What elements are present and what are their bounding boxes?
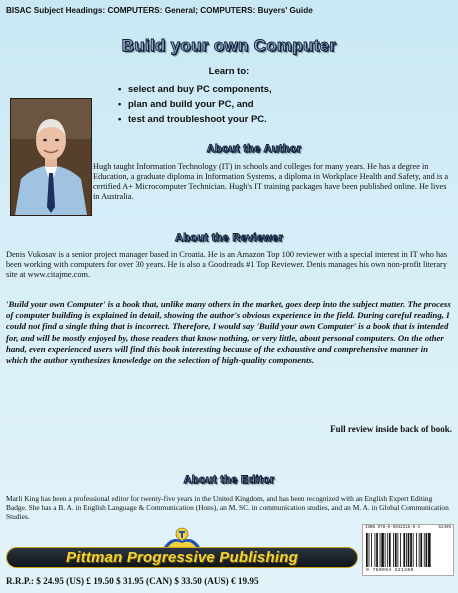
reviewer-bio: Denis Vukosav is a senior project manager based in Croatia. He is an Amazon Top 100 reviewer with a special interest in IT who has been working with computers for over 30 years. He is also a Goodreads #1 Top Reviewer. Denis manages his own non-profit literary site at www.citajme.com. xyxy=(6,250,448,279)
recommended-retail-price: R.R.P.: $ 24.95 (US) £ 19.50 $ 31.95 (CAN) $ 33.50 (AUS) € 19.95 xyxy=(6,576,259,586)
author-photo xyxy=(10,98,92,216)
editor-bio: Marli King has been a professional editor for twenty-five years in the United Kingdom, and has been recognized with an English Expert Editing Badge. She has a B. A. in English Language & Communication (Hons), an M. SC. in communication studies, and an M. A. in Global Communication Studies. xyxy=(6,494,449,521)
author-bio: Hugh taught Information Technology (IT) in schools and colleges for many years. He has a degree in Education, a graduate diploma in Information Systems, a diploma in Workplace Health and Safety, and is a certified A+ Microcomputer Technician. Hugh's IT training packages have been published online. He lives in Australia. xyxy=(93,162,449,201)
bisac-subject-headings: BISAC Subject Headings: COMPUTERS: General; COMPUTERS: Buyers' Guide xyxy=(6,6,313,15)
publisher-name: Pittman Progressive Publishing xyxy=(66,549,298,566)
learn-list xyxy=(118,82,272,127)
about-reviewer-heading: About the Reviewer xyxy=(174,232,284,244)
learn-item: • select and buy PC components, xyxy=(118,84,272,95)
about-author-heading: About the Author xyxy=(206,143,302,155)
barcode xyxy=(362,524,454,576)
isbn-text: ISBN 978-0-9942215-6-2 xyxy=(365,526,421,530)
price-code: 52495 xyxy=(438,526,451,530)
learn-item: • test and troubleshoot your PC. xyxy=(118,114,267,125)
bullet-icon: • xyxy=(118,84,122,95)
ean-digits: 9 780994 221360 xyxy=(366,568,414,573)
full-review-note: Full review inside back of book. xyxy=(330,424,452,434)
about-editor-heading: About the Editor xyxy=(183,474,275,486)
publisher-band xyxy=(6,547,358,568)
publisher-emblem-icon xyxy=(152,525,212,549)
publisher-logo xyxy=(6,525,358,569)
book-title: Build your own Computer xyxy=(121,36,337,55)
learn-heading: Learn to: xyxy=(208,66,250,77)
learn-item: • plan and build your PC, and xyxy=(118,99,254,110)
bullet-icon: • xyxy=(118,99,122,110)
barcode-bars-icon xyxy=(366,533,450,567)
bullet-icon: • xyxy=(118,114,122,125)
review-quote: 'Build your own Computer' is a book that, unlike many others in the market, goes deep into the subject matter. The process of computer building is explained in detail, showing the author's obvious experience in the field. During careful reading, I could not find a single thing that is incorrect. Therefore, I would say 'Build your own Computer' is a book that is intended for, and will be mostly enjoyed by, those readers that know nothing, or very little, about personal computers. On the other hand, even experienced users will find this book interesting because of the exhaustive and comprehensive manner in which the author synthesizes knowledge on the selection of high-quality components. xyxy=(6,299,451,366)
